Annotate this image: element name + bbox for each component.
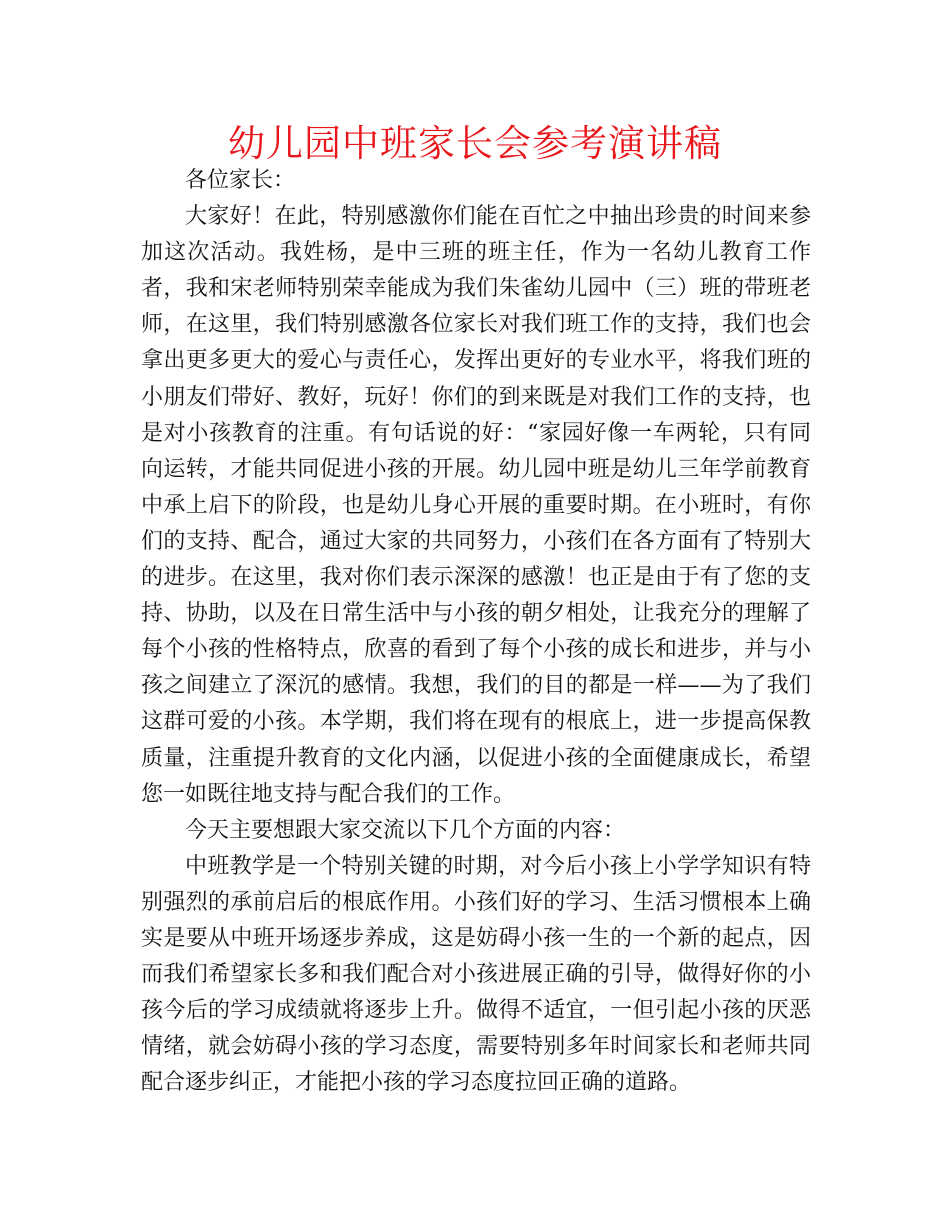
body-paragraph: 中班教学是一个特别关键的时期，对今后小孩上小学学知识有特别强烈的承前启后的根底作用。小孩们好的学习、生活习惯根本上确实是要从中班开场逐步养成，这是妨碍小孩一生的一个新的起点，因而我们希望家长多和我们配合对小孩进展正确的引导，做得好你的小孩今后的学习成绩就将逐步上升。做得不适宜，一但引起小孩的厌恶情绪，就会妨碍小孩的学习态度，需要特别多年时间家长和老师共同配合逐步纠正，才能把小孩的学习态度拉回正确的道路。 (141, 853, 811, 1096)
document-body (141, 163, 811, 1101)
body-paragraph: 大家好！在此，特别感激你们能在百忙之中抽出珍贵的时间来参加这次活动。我姓杨，是中三班的班主任，作为一名幼儿教育工作者，我和宋老师特别荣幸能成为我们朱雀幼儿园中（三）班的带班老师，在这里，我们特别感激各位家长对我们班工作的支持，我们也会拿出更多更大的爱心与责任心，发挥出更好的专业水平，将我们班的小朋友们带好、教好，玩好！你们的到来既是对我们工作的支持，也是对小孩教育的注重。有句话说的好：“家园好像一车两轮，只有同向运转，才能共同促进小孩的开展。幼儿园中班是幼儿三年学前教育中承上启下的阶段，也是幼儿身心开展的重要时期。在小班时，有你们的支持、配合，通过大家的共同努力，小孩们在各方面有了特别大的进步。在这里，我对你们表示深深的感激！也正是由于有了您的支持、协助，以及在日常生活中与小孩的朝夕相处，让我充分的理解了每个小孩的性格特点，欣喜的看到了每个小孩的成长和进步，并与小孩之间建立了深沉的感情。我想，我们的目的都是一样——为了我们这群可爱的小孩。本学期，我们将在现有的根底上，进一步提高保教质量，注重提升教育的文化内涵，以促进小孩的全面健康成长，希望您一如既往地支持与配合我们的工作。 (141, 204, 811, 807)
greeting-paragraph: 各位家长： (185, 168, 296, 193)
body-paragraph: 今天主要想跟大家交流以下几个方面的内容： (185, 817, 626, 843)
document-title: 幼儿园中班家长会参考演讲稿 (228, 122, 722, 165)
